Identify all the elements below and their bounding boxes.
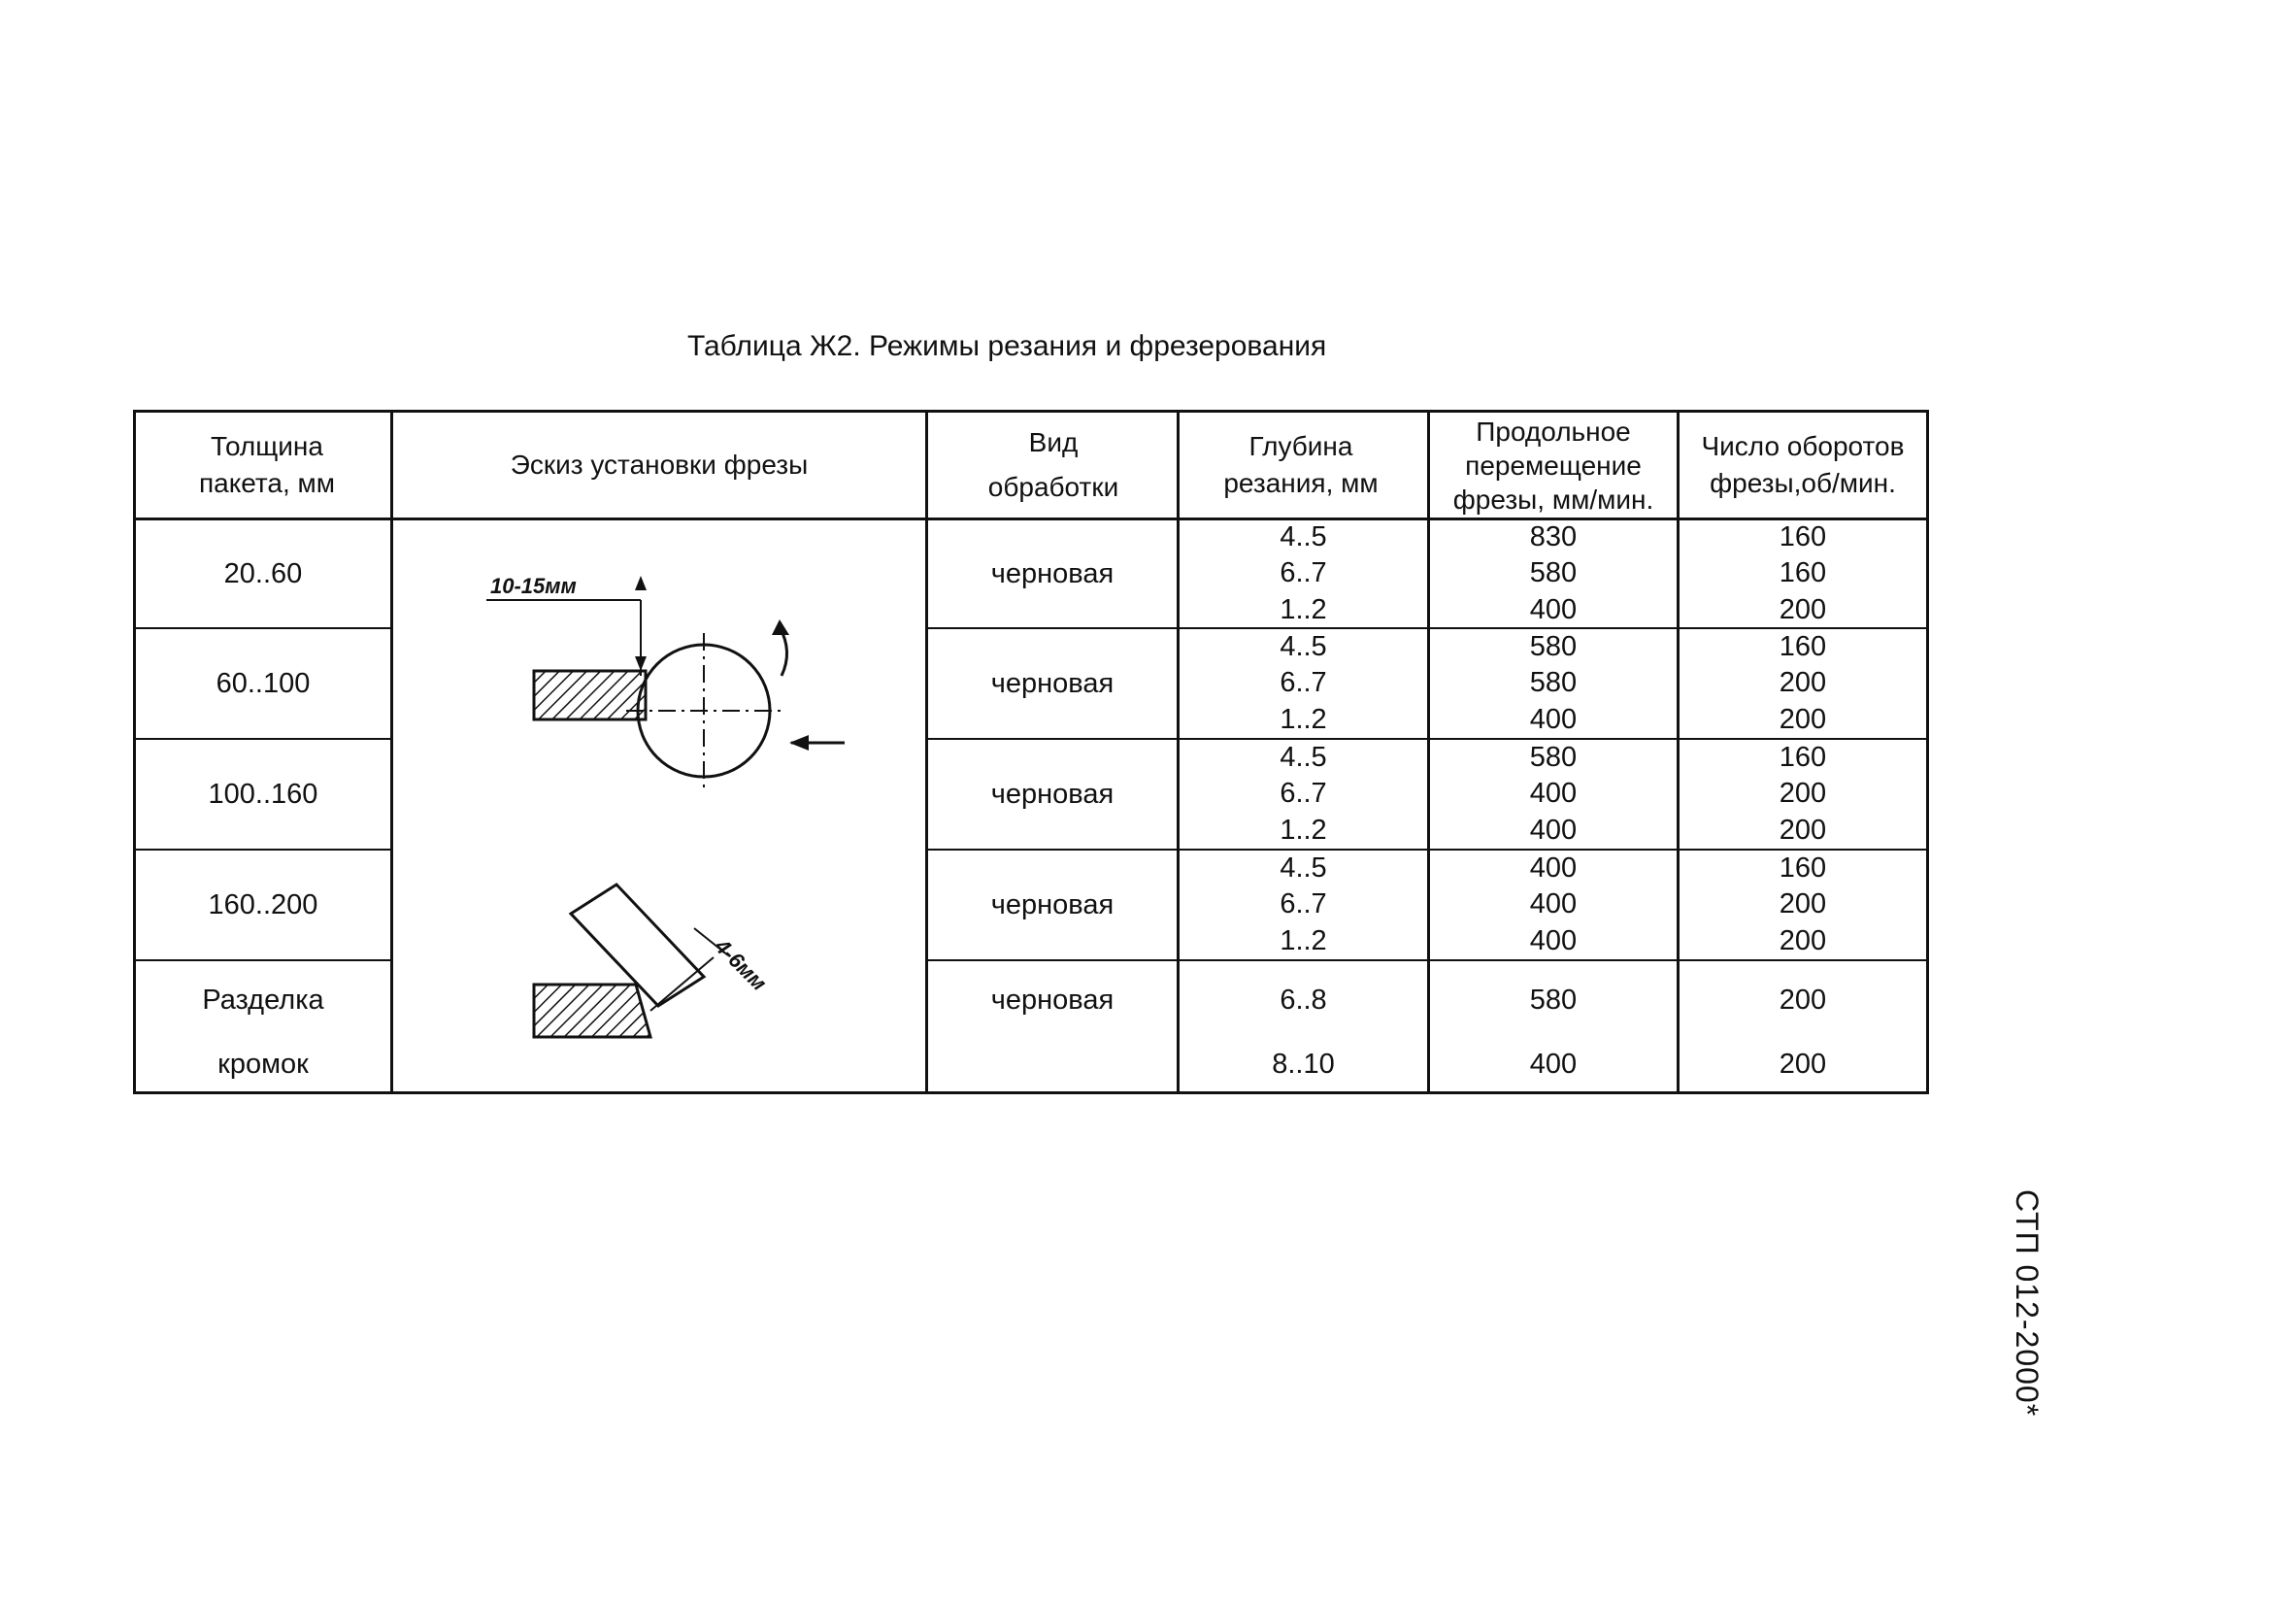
depth-values [1180,851,1427,959]
header-sketch: Эскиз установки фрезы [510,450,809,480]
edge-feed-value: 580 [1529,984,1578,1016]
dimension-arrow-icon [635,656,647,671]
cutting-modes-table [133,410,1929,1094]
dimension-line [650,957,714,1011]
rpm-values [1680,740,1926,849]
rpm-value: 200 [1779,814,1827,846]
feed-value: 830 [1529,521,1578,553]
edge-depth-value: 6..8 [1280,984,1327,1016]
edge-rpm-value: 200 [1779,984,1827,1016]
row-divider [926,959,1926,961]
feed-values [1430,629,1677,738]
feed-value: 400 [1529,814,1578,846]
depth-value: 4..5 [1280,521,1327,553]
table-title: Таблица Ж2. Режимы резания и фрезерования [687,330,1327,362]
depth-value: 1..2 [1280,924,1327,956]
depth-value: 1..2 [1280,593,1327,625]
depth-values [1180,740,1427,849]
document-code: СТП 012-2000* [2010,1189,2045,1418]
depth-value: 6..7 [1280,667,1327,699]
rpm-value: 160 [1779,852,1827,885]
rpm-values [1680,629,1926,738]
rpm-value: 200 [1779,703,1827,735]
feed-value: 400 [1529,924,1578,956]
feed-arrowhead-icon [789,735,809,751]
edge-rpm-value: 200 [1779,1048,1827,1080]
feed-values [1430,740,1677,849]
header-depth: Глубина резания, мм [1223,431,1379,498]
feed-value: 400 [1529,593,1578,625]
header-feed: Продольное перемещение фрезы, мм/мин. [1452,416,1654,515]
thickness-cell: 20..60 [223,557,303,589]
rpm-value: 160 [1779,521,1827,553]
processing-cell: черновая [990,667,1115,699]
edge-thickness-line2: кромок [217,1048,309,1080]
dimension-arrow-icon [635,576,647,590]
processing-cell: черновая [990,778,1115,810]
rpm-value: 200 [1779,778,1827,810]
feed-value: 400 [1529,852,1578,885]
depth-value: 4..5 [1280,631,1327,663]
row-divider [136,959,392,961]
cutter-setup-sketch [393,520,925,1091]
edge-processing: черновая [990,984,1115,1016]
feed-value: 580 [1529,742,1578,774]
header-processing: Вид обработки [987,427,1119,502]
thickness-cell: 160..200 [208,888,318,920]
gap-label-top: 10-15мм [490,574,577,598]
rpm-value: 200 [1779,924,1827,956]
edge-feed-value: 400 [1529,1048,1578,1080]
rpm-value: 200 [1779,888,1827,920]
depth-values [1180,519,1427,628]
depth-value: 6..7 [1280,778,1327,810]
feed-values [1430,519,1677,628]
header-rpm: Число оборотов фрезы,об/мин. [1701,431,1905,498]
rotation-arrowhead-icon [772,619,789,635]
processing-cell: черновая [990,888,1115,920]
feed-value: 580 [1529,667,1578,699]
header-thickness: Толщина пакета, мм [198,431,336,498]
rpm-values [1680,519,1926,628]
workpiece-hatched [534,671,646,719]
feed-value: 400 [1529,888,1578,920]
feed-values [1430,851,1677,959]
feed-value: 580 [1529,631,1578,663]
depth-value: 4..5 [1280,742,1327,774]
rpm-values [1680,851,1926,959]
thickness-cell: 100..160 [208,778,318,810]
thickness-cell: 60..100 [216,667,311,699]
feed-value: 580 [1529,557,1578,589]
edge-thickness-line1: Разделка [202,984,324,1016]
depth-value: 1..2 [1280,814,1327,846]
feed-value: 400 [1529,778,1578,810]
rpm-value: 160 [1779,557,1827,589]
rpm-value: 160 [1779,631,1827,663]
bevel-workpiece-hatched [534,985,650,1037]
depth-values [1180,629,1427,738]
edge-depth-value: 8..10 [1272,1048,1335,1080]
processing-cell: черновая [990,557,1115,589]
depth-value: 4..5 [1280,852,1327,885]
feed-value: 400 [1529,703,1578,735]
rpm-value: 200 [1779,667,1827,699]
rpm-value: 200 [1779,593,1827,625]
depth-value: 6..7 [1280,888,1327,920]
depth-value: 6..7 [1280,557,1327,589]
depth-value: 1..2 [1280,703,1327,735]
rpm-value: 160 [1779,742,1827,774]
gap-label-bottom: 4-6мм [710,933,772,996]
